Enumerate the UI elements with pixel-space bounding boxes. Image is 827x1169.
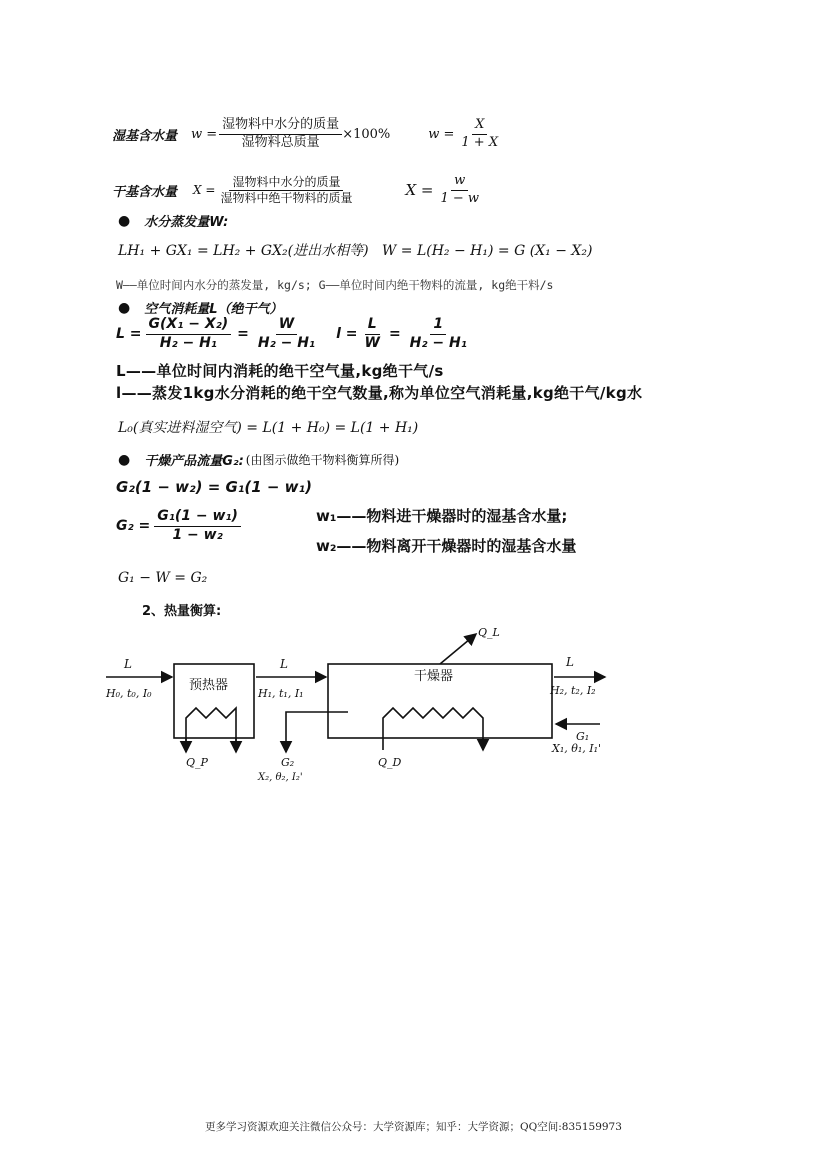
dry-basis-fraction bbox=[217, 175, 355, 206]
air-l-numerator2: 1 bbox=[430, 316, 446, 335]
mid-air-state: H₁, t₁, I₁ bbox=[258, 687, 304, 700]
air-L-denominator2: H₂ − H₁ bbox=[257, 334, 316, 351]
heat-heading: 2、热量衡算: bbox=[142, 604, 222, 619]
inlet-air-L: L bbox=[124, 657, 132, 671]
air-heading-row bbox=[118, 298, 283, 317]
product-g2-denominator: 1 − w₂ bbox=[172, 526, 223, 543]
wet-basis-alt-fraction bbox=[458, 117, 501, 151]
footer-text: 更多学习资源欢迎关注微信公众号：大学资源库；知乎：大学资源；QQ空间:835159973 bbox=[205, 1121, 622, 1133]
bullet-icon: ● bbox=[118, 299, 131, 316]
bullet-icon: ● bbox=[118, 451, 131, 468]
preheater-coil bbox=[186, 708, 236, 750]
dryer-coil bbox=[383, 708, 483, 750]
preheater-label: 预热器 bbox=[189, 678, 229, 693]
air-L-fraction1 bbox=[146, 316, 232, 352]
product-heading-row bbox=[118, 450, 399, 469]
product-heading-note: (由图示做绝干物料衡算所得) bbox=[245, 453, 400, 467]
dryer-process-diagram bbox=[100, 620, 620, 790]
air-formula-row bbox=[116, 316, 470, 352]
heat-loss-arrow bbox=[440, 634, 476, 664]
dry-basis-heading: 干基含水量 bbox=[112, 184, 178, 200]
product-g2-lhs: G₂ = bbox=[116, 518, 151, 534]
product-g2-numerator: G₁(1 − w₁) bbox=[154, 508, 241, 527]
air-l-numerator1: L bbox=[365, 316, 380, 335]
air-definition-1: L——单位时间内消耗的绝干空气量,kg绝干气/s bbox=[116, 362, 444, 380]
preheater-heat-label: Q_P bbox=[186, 756, 208, 769]
wet-basis-heading: 湿基含水量 bbox=[112, 128, 178, 144]
air-l-lhs: l = bbox=[336, 326, 358, 342]
wet-basis-numerator: 湿物料中水分的质量 bbox=[219, 117, 342, 134]
product-heading: 干燥产品流量G₂: bbox=[144, 454, 244, 469]
air-l-fraction1 bbox=[361, 316, 382, 352]
dry-basis-row bbox=[112, 168, 482, 212]
wet-basis-row bbox=[112, 112, 501, 156]
evaporation-heading-row bbox=[118, 211, 228, 230]
feed-label: G₁ bbox=[576, 730, 590, 743]
air-l-fraction2 bbox=[407, 316, 470, 352]
product-label: G₂ bbox=[281, 756, 295, 769]
air-l-equals: = bbox=[388, 326, 401, 342]
bullet-icon: ● bbox=[118, 212, 131, 229]
wet-basis-alt-lhs: w = bbox=[428, 126, 455, 142]
evaporation-equation: LH₁ + GX₁ = LH₂ + GX₂(进出水相等) W = L(H₂ − H₁) = G (X₁ − X₂) bbox=[118, 243, 593, 259]
air-equation: L₀(真实进料湿空气) = L(1 + H₀) = L(1 + H₁) bbox=[118, 420, 419, 436]
air-heading: 空气消耗量L（绝干气） bbox=[144, 302, 283, 317]
product-outlet-arrow bbox=[286, 712, 348, 752]
wet-basis-alt-denominator: 1 + X bbox=[461, 134, 499, 150]
wet-basis-alt-numerator: X bbox=[472, 117, 487, 134]
air-L-numerator1: G(X₁ − X₂) bbox=[146, 316, 232, 335]
product-w2-definition: w₂——物料离开干燥器时的湿基含水量 bbox=[316, 537, 577, 555]
wet-basis-denominator: 湿物料总质量 bbox=[241, 134, 320, 150]
air-L-lhs: L = bbox=[116, 326, 142, 342]
air-l-denominator1: W bbox=[364, 334, 380, 351]
air-l-denominator2: H₂ − H₁ bbox=[409, 334, 467, 351]
air-definition-2: l——蒸发1kg水分消耗的绝干空气数量,称为单位空气消耗量,kg绝干气/kg水 bbox=[116, 384, 643, 402]
dry-basis-alt-fraction bbox=[437, 173, 482, 207]
dry-basis-alt-lhs: X = bbox=[405, 181, 434, 199]
heat-loss-label: Q_L bbox=[478, 626, 500, 639]
product-g2-formula bbox=[116, 508, 241, 544]
product-state: X₂, θ₂, I₂' bbox=[258, 772, 303, 783]
product-g2-fraction bbox=[154, 508, 241, 544]
dry-basis-denominator: 湿物料中绝干物料的质量 bbox=[220, 190, 353, 205]
dryer-heat-label: Q_D bbox=[378, 756, 402, 769]
outlet-air-state: H₂, t₂, I₂ bbox=[550, 684, 596, 697]
wet-basis-lhs: w = bbox=[191, 126, 218, 142]
air-L-numerator2: W bbox=[276, 316, 297, 335]
inlet-air-state: H₀, t₀, I₀ bbox=[106, 687, 152, 700]
dry-basis-lhs: X = bbox=[193, 183, 216, 197]
air-L-denominator1: H₂ − H₁ bbox=[159, 334, 217, 351]
dry-basis-alt-denominator: 1 − w bbox=[440, 190, 480, 206]
air-L-equals: = bbox=[237, 326, 249, 342]
air-L-fraction2 bbox=[255, 316, 318, 352]
outlet-air-L: L bbox=[566, 655, 574, 669]
evaporation-note: W——单位时间内水分的蒸发量, kg/s; G——单位时间内绝干物料的流量, kg绝干料/s bbox=[116, 278, 554, 292]
evaporation-heading: 水分蒸发量W: bbox=[144, 215, 229, 230]
product-equation-1: G₂(1 − w₂) = G₁(1 − w₁) bbox=[116, 478, 312, 496]
wet-basis-fraction bbox=[219, 117, 342, 151]
product-equation-2: G₁ − W = G₂ bbox=[118, 570, 208, 586]
mid-air-L: L bbox=[280, 657, 288, 671]
dryer-label: 干燥器 bbox=[414, 669, 454, 684]
dry-basis-alt-numerator: w bbox=[451, 173, 468, 190]
product-w1-definition: w₁——物料进干燥器时的湿基含水量; bbox=[316, 507, 568, 525]
feed-state: X₁, θ₁, I₁' bbox=[552, 742, 602, 755]
dry-basis-numerator: 湿物料中水分的质量 bbox=[229, 175, 343, 191]
wet-basis-tail: ×100% bbox=[342, 126, 391, 142]
